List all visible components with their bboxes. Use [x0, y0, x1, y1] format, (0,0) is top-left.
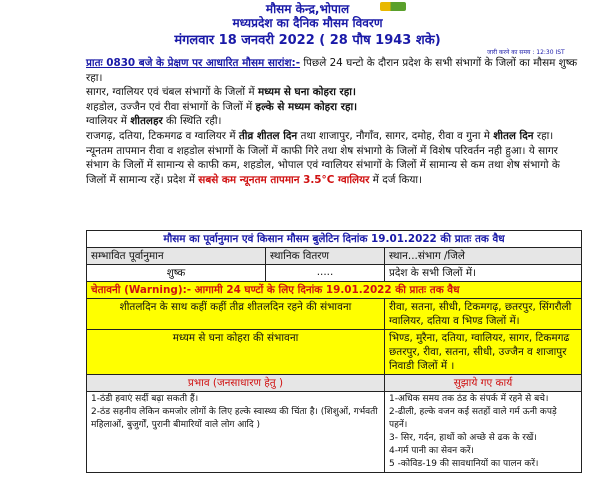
forecast-dry-places: प्रदेश के सभी जिलों में। [385, 265, 582, 282]
summary-heading: प्रातः 0830 बजे के प्रेक्षण पर आधारित मौसम सारांश:- [86, 57, 301, 69]
action-item: 5 -कोविड-19 की सावधानियों का पालन करें। [389, 459, 539, 469]
warning-cold-day-places: रीवा, सतना, सीधी, टिकमगढ़, छतरपुर, सिंगरौली ग्वालियर, दतिया व भिण्ड जिलों में। [385, 299, 582, 330]
impact-heading: प्रभाव (जनसाधारण हेतु ) [87, 375, 385, 392]
summary-p3b: हल्के से मध्यम कोहरा रहा। [255, 100, 358, 113]
report-title: मध्यप्रदेश का दैनिक मौसम विवरण [232, 16, 383, 30]
action-list [385, 392, 582, 473]
impact-item: 2-ठंड सहनीय लेकिन कमजोर लोगों के लिए हल्के स्वास्थ्य की चिंता है। (शिशुओं, गर्भवती महिलाओं, बुजुर्गों, पुरानी बीमारियों वाले लोग आदि ) [91, 407, 378, 430]
forecast-caption: मौसम का पूर्वानुमान एवं किसान मौसम बुलेटिन दिनांक 19.01.2022 की प्रातः तक वैध [87, 231, 582, 248]
summary-p5a: राजगढ़, दतिया, टिकमगढ व ग्वालियर में [86, 129, 239, 142]
issued-time: जारी करने का समय : 12:30 IST [487, 49, 565, 56]
summary-p6c: में दर्ज किया। [369, 173, 423, 186]
warning-cold-day: शीतलदिन के साथ कहीं कहीं तीव्र शीतलदिन रहने की संभावना [87, 299, 385, 330]
report-date: मंगलवार 18 जनवरी 2022 ( 28 पौष 1943 शके) [174, 33, 441, 48]
office-title: मौसम केन्द्र,भोपाल [265, 2, 350, 16]
forecast-dry: शुष्क [87, 265, 266, 282]
warning-banner: चेतावनी (Warning):- आगामी 24 घण्टों के लिए दिनांक 19.01.2022 की प्रातः तक वैध [87, 282, 582, 299]
action-heading: सुझाये गए कार्य [385, 375, 582, 392]
forecast-table [86, 230, 582, 473]
summary-p1: पिछले 24 घन्टो के दौरान प्रदेश के सभी संभागों के जिलों का मौसम शुष्क रहा। [86, 57, 578, 84]
summary-p5c: तथा शाजापुर, नौगाँव, सागर, दमोह, रीवा व गुना मे [297, 129, 494, 142]
summary-p6b: सबसे कम न्यूनतम तापमान 3.5°C ग्वालियर [198, 173, 370, 186]
action-item: 2-ढीली, हल्के वजन कई सतहों वाले गर्म ऊनी कपड़े पहनें। [389, 407, 557, 430]
summary-p5b: तीव्र शीतल दिन [238, 129, 298, 142]
col-distribution: स्थानिक वितरण [266, 248, 385, 265]
summary-block [86, 56, 582, 187]
summary-p4c: की स्थिति रही। [162, 115, 222, 128]
summary-p2a: सागर, ग्वालियर एवं चंबल संभागों के जिलों में [86, 86, 258, 99]
summary-p4a: ग्वालियर में [86, 115, 131, 128]
summary-p2b: मध्यम से घना कोहरा रहा। [257, 86, 356, 99]
warning-fog: मध्यम से घना कोहरा की संभावना [87, 330, 385, 375]
action-item: 4-गर्म पानी का सेवन करें। [389, 446, 474, 456]
action-item: 3- सिर, गर्दन, हाथों को अच्छे से ढक के रखें। [389, 433, 537, 443]
summary-p5d: शीतल दिन [493, 129, 534, 142]
summary-p5e: रहा। [533, 129, 554, 142]
summary-p3a: शहडोल, उज्जैन एवं रीवा संभागों के जिलों में [86, 100, 256, 113]
impact-item: 1-ठंडी हवाएं सर्दी बढ़ा सकती हैं। [91, 394, 199, 404]
forecast-dry-dist: ..... [266, 265, 385, 282]
action-item: 1-अधिक समय तक ठंड के संपर्क में रहने से बचे। [389, 394, 549, 404]
impact-list [87, 392, 385, 473]
warning-fog-places: भिण्ड, मुरैना, दतिया, ग्वालियर, सागर, टिकमगढ छतरपुर, रीवा, सतना, सीधी, उज्जैन व शाजापुर निवाडी जिलों में । [385, 330, 582, 375]
col-forecast: सम्भावित पूर्वानुमान [87, 248, 266, 265]
col-places: स्थान...संभाग /जिले [385, 248, 582, 265]
summary-p4b: शीतलहर [130, 115, 163, 128]
summary-p6: न्यूनतम तापमान रीवा व शहडोल संभागों के जिलों में काफी गिरे तथा शेष संभागो के जिलों में विशेष परिवर्तन नही हुआ। ये सागर संभाग के जिलों में सामान्य से काफी कम, शहडोल, भोपाल एवं ग्वालियर संभागों के जिलों में सामान्य से कम तथा शेष संभागो के जिलों में सामान्य रहें। प्रदेश में [86, 144, 560, 186]
